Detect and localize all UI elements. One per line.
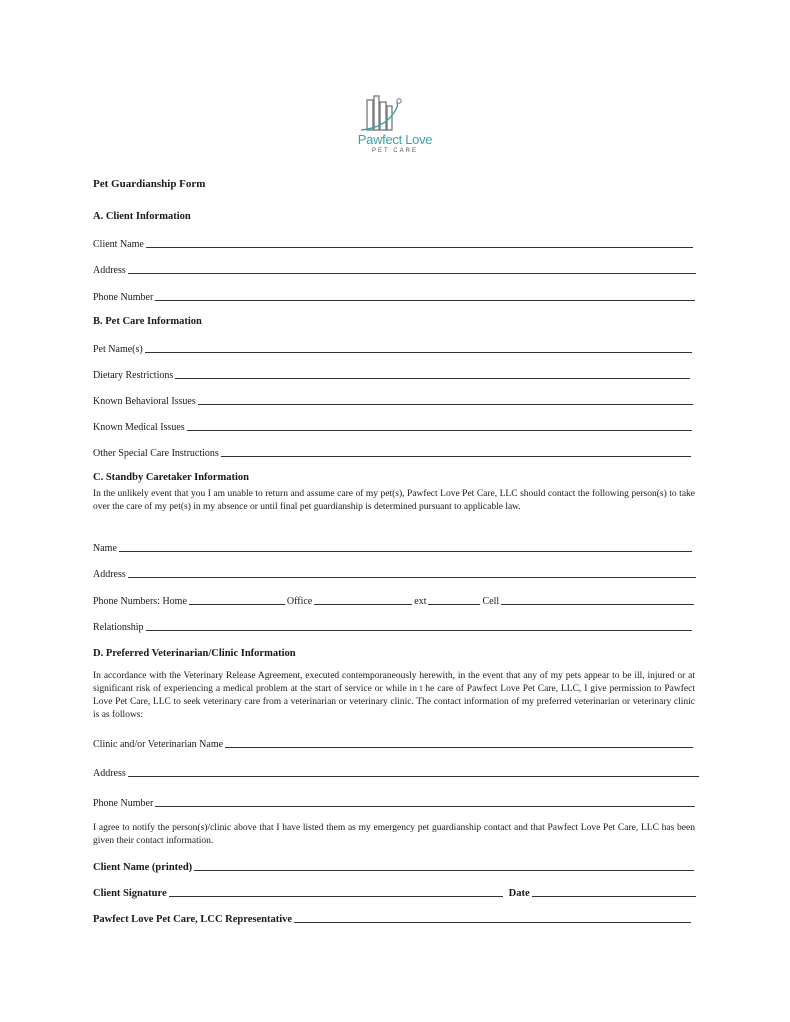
pet-names-field[interactable]	[93, 341, 692, 355]
representative-field[interactable]	[93, 911, 691, 925]
client-name-printed-field[interactable]	[93, 859, 694, 873]
clinic-phone-blank[interactable]	[155, 806, 695, 807]
caretaker-home-label: Phone Numbers: Home	[93, 596, 187, 607]
client-signature-label: Client Signature	[93, 888, 167, 899]
client-phone-field[interactable]	[93, 289, 695, 303]
client-phone-blank[interactable]	[155, 300, 695, 301]
logo-subtitle: PET CARE	[372, 148, 418, 154]
caretaker-address-field[interactable]	[93, 566, 696, 580]
caretaker-relationship-field[interactable]	[93, 619, 692, 633]
company-logo	[353, 92, 437, 162]
clinic-phone-label: Phone Number	[93, 798, 154, 809]
clinic-name-field[interactable]	[93, 736, 693, 750]
logo-name: Pawfect Love	[357, 132, 433, 147]
client-name-blank[interactable]	[146, 247, 693, 248]
caretaker-name-blank[interactable]	[119, 551, 692, 552]
special-care-label: Other Special Care Instructions	[93, 448, 219, 459]
agreement-paragraph: I agree to notify the person(s)/clinic above that I have listed them as my emergency pet guardianship contact and that Pawfect Love Pet Care, LLC has been given their contact information.	[93, 823, 695, 846]
medical-issues-field[interactable]	[93, 419, 692, 433]
caretaker-relationship-blank[interactable]	[146, 630, 692, 631]
medical-issues-label: Known Medical Issues	[93, 422, 185, 433]
representative-label: Pawfect Love Pet Care, LCC Representative	[93, 914, 293, 925]
section-d-heading: D. Preferred Veterinarian/Clinic Information	[93, 648, 296, 659]
behavioral-issues-label: Known Behavioral Issues	[93, 396, 196, 407]
clinic-address-label: Address	[93, 768, 126, 779]
section-a-heading: A. Client Information	[93, 211, 191, 222]
caretaker-ext-label: ext	[414, 596, 427, 607]
client-signature-blank[interactable]	[169, 896, 503, 897]
dietary-restrictions-blank[interactable]	[175, 378, 690, 379]
caretaker-office-blank[interactable]	[314, 604, 412, 605]
client-name-field[interactable]	[93, 236, 693, 250]
section-c-paragraph: In the unlikely event that you I am unable to return and assume care of my pet(s), Pawfect Love Pet Care, LLC should contact the following person(s) to take over the care of my pet(s) in my absence or until final pet guardianship is determined pursuant to applicable law.	[93, 489, 695, 512]
client-name-printed-blank[interactable]	[194, 870, 694, 871]
client-name-printed-label: Client Name (printed)	[93, 862, 193, 873]
pet-names-blank[interactable]	[145, 352, 692, 353]
caretaker-name-field[interactable]	[93, 540, 692, 554]
clinic-address-blank[interactable]	[128, 776, 699, 777]
clinic-address-field[interactable]	[93, 765, 699, 779]
client-phone-label: Phone Number	[93, 292, 154, 303]
caretaker-cell-blank[interactable]	[501, 604, 694, 605]
pet-names-label: Pet Name(s)	[93, 344, 143, 355]
date-blank[interactable]	[532, 896, 696, 897]
form-title: Pet Guardianship Form	[93, 178, 206, 190]
clinic-phone-field[interactable]	[93, 795, 695, 809]
caretaker-phones-field[interactable]	[93, 593, 694, 607]
caretaker-cell-label: Cell	[482, 596, 500, 607]
client-address-blank[interactable]	[128, 273, 696, 274]
client-name-label: Client Name	[93, 239, 144, 250]
caretaker-name-label: Name	[93, 543, 117, 554]
caretaker-address-blank[interactable]	[128, 577, 696, 578]
client-signature-field[interactable]	[93, 885, 696, 899]
medical-issues-blank[interactable]	[187, 430, 692, 431]
city-skyline-with-leash-icon	[353, 92, 437, 136]
dietary-restrictions-field[interactable]	[93, 367, 690, 381]
section-d-paragraph: In accordance with the Veterinary Release Agreement, executed contemporaneously herewith, in the event that any of my pets appear to be ill, injured or at significant risk of experiencing a medical problem at the start of service or while in t he care of Pawfect Love Pet Care, LLC, I give permission to Pawfect Love Pet Care, LLC to seek veterinary care from a veterinarian or veterinary clinic. The contact information of my preferred veterinarian or veterinary clinic is as follows:	[93, 671, 695, 720]
special-care-field[interactable]	[93, 445, 691, 459]
behavioral-issues-blank[interactable]	[198, 404, 693, 405]
client-address-field[interactable]	[93, 262, 696, 276]
special-care-blank[interactable]	[221, 456, 691, 457]
clinic-name-blank[interactable]	[225, 747, 693, 748]
caretaker-office-label: Office	[286, 596, 313, 607]
clinic-name-label: Clinic and/or Veterinarian Name	[93, 739, 224, 750]
date-label: Date	[508, 888, 530, 899]
client-address-label: Address	[93, 265, 126, 276]
representative-blank[interactable]	[294, 922, 691, 923]
section-b-heading: B. Pet Care Information	[93, 316, 202, 327]
caretaker-relationship-label: Relationship	[93, 622, 144, 633]
caretaker-home-blank[interactable]	[189, 604, 285, 605]
dietary-restrictions-label: Dietary Restrictions	[93, 370, 174, 381]
caretaker-ext-blank[interactable]	[428, 604, 480, 605]
caretaker-address-label: Address	[93, 569, 126, 580]
section-c-heading: C. Standby Caretaker Information	[93, 472, 249, 483]
behavioral-issues-field[interactable]	[93, 393, 693, 407]
